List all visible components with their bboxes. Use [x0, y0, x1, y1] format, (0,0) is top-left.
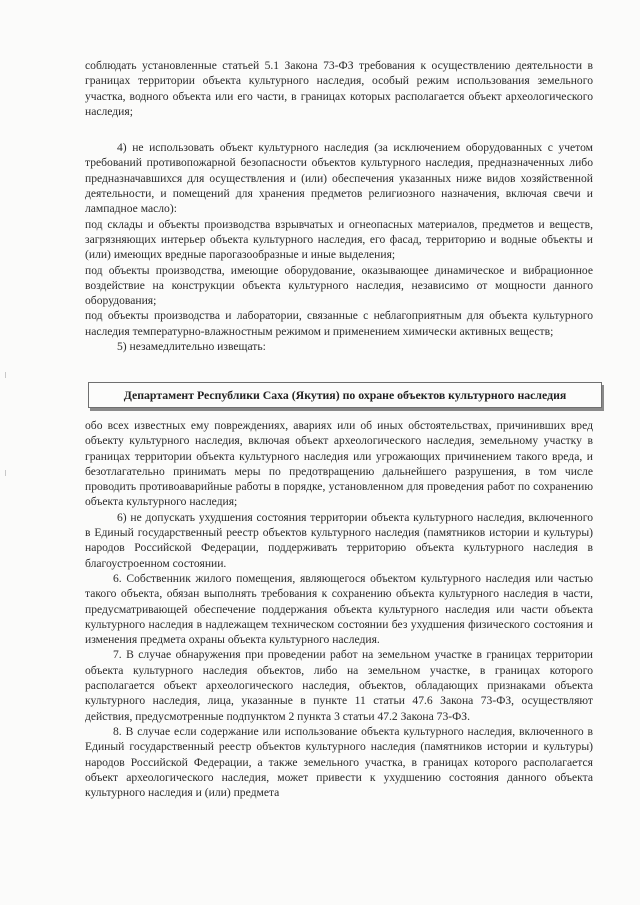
- paragraph-item-5: 5) незамедлительно извещать:: [117, 340, 266, 354]
- paragraph-warehouses: под склады и объекты производства взрывчатых и огнеопасных материалов, предметов и веществ, загрязняющих интерьер объекта культурного наследия, его фасад, территорию и водные объекты и (или) имеющих вредные парогазообразные и иные выделения;: [85, 217, 593, 262]
- paragraph-requirements: соблюдать установленные статьей 5.1 Закона 73-ФЗ требования к осуществлению деятельности в границах территории объекта культурного наследия, особый режим использования земельного участка, водного объекта или его части, в границах которых располагается объект археологического наследия;: [85, 59, 593, 118]
- paragraph-item-4: 4) не использовать объект культурного наследия (за исключением оборудованных с учетом требований противопожарной безопасности объектов культурного наследия, предназначенных либо предназначавшихся для осуществления и (или) обеспечения указанных ниже видов хозяйственной деятельности, и помещений для хранения предметов религиозного назначения, включая свечи и лампадное масло):: [85, 141, 593, 216]
- paragraph-section-7: 7. В случае обнаружения при проведении работ на земельном участке в границах территории объекта культурного наследия объектов, либо на земельном участке, в границах которого располагается объект археологического наследия, объектов, обладающих признаками объекта культурного наследия, лица, указанные в пункте 11 статьи 47.6 Закона 73-ФЗ, осуществляют действия, предусмотренные подпунктом 2 пункта 3 статьи 47.2 Закона 73-ФЗ.: [85, 648, 593, 723]
- paragraph-laboratories: под объекты производства и лаборатории, связанные с неблагоприятным для объекта культурного наследия температурно-влажностным режимом и применением химически активных веществ;: [85, 309, 593, 338]
- paragraph-section-8: 8. В случае если содержание или использование объекта культурного наследия, включенного в Единый государственный реестр объектов культурного наследия (памятников истории и культуры) народов Российской Федерации, а также земельного участка, в границах которого располагается объект археологического наследия, может привести к ухудшению состояния данного объекта культурного наследия и (или) предмета: [85, 724, 593, 800]
- paragraph-production-equipment: под объекты производства, имеющие оборудование, оказывающее динамическое и вибрационное воздействие на конструкции объекта культурного наследия, независимо от мощности данного оборудования;: [85, 263, 593, 308]
- paragraph-notify-damage: обо всех известных ему повреждениях, авариях или об иных обстоятельствах, причинивших вред объекту культурного наследия, включая объект археологического наследия, земельному участку в границах территории объекта культурного наследия или угрожающих причинением такого вреда, и безотлагательно принимать меры по предотвращению дальнейшего разрушения, в том числе проводить противоаварийные работы в порядке, установленном для проведения работ по сохранению объекта культурного наследия;: [85, 419, 593, 509]
- paragraph-item-6: 6) не допускать ухудшения состояния территории объекта культурного наследия, включенного в Единый государственный реестр объектов культурного наследия (памятников истории и культуры) народов Российской Федерации, поддерживать территорию объекта культурного наследия в благоустроенном состоянии.: [85, 510, 593, 570]
- top-text-block: [85, 58, 593, 354]
- paragraph-section-6: 6. Собственник жилого помещения, являющегося объектом культурного наследия или частью такого объекта, обязан выполнять требования к сохранению объекта культурного наследия в части, предусматривающей обеспечение поддержания объекта культурного наследия или части объекта культурного наследия в надлежащем техническом состоянии без ухудшения физического состояния и изменения предмета охраны объекта культурного наследия.: [85, 571, 593, 647]
- scan-margin-mark: [5, 470, 6, 476]
- bottom-text-block: [85, 418, 593, 800]
- scan-margin-mark: [5, 372, 6, 378]
- department-stamp-banner: Департамент Республики Саха (Якутия) по охране объектов культурного наследия: [88, 382, 602, 408]
